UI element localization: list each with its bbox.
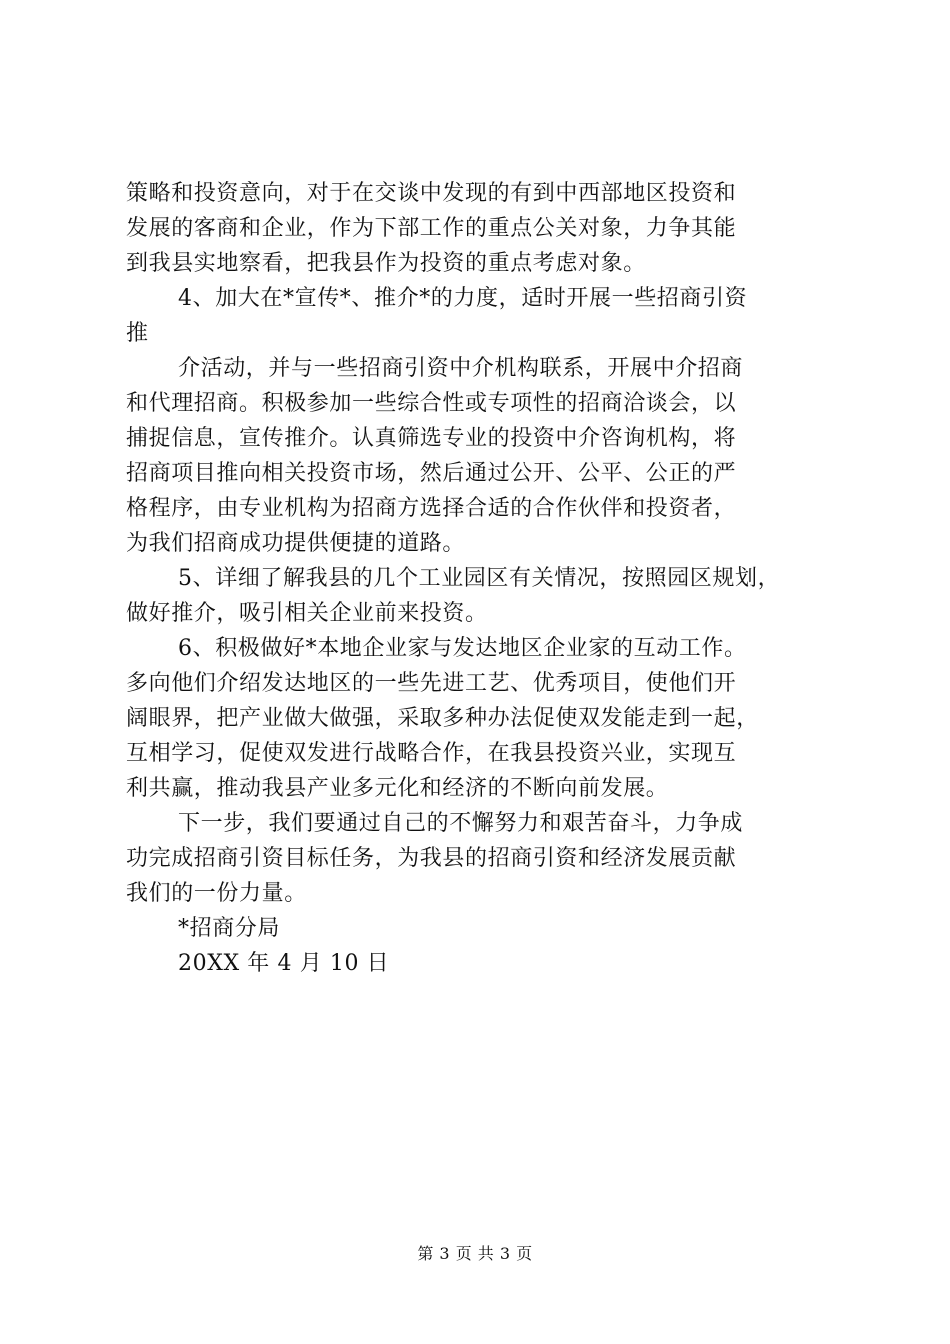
body-line: 多向他们介绍发达地区的一些先进工艺、优秀项目，使他们开 [126, 671, 737, 696]
body-line: 策略和投资意向，对于在交谈中发现的有到中西部地区投资和 [126, 181, 737, 206]
body-line: 为我们招商成功提供便捷的道路。 [126, 531, 466, 556]
body-line: 到我县实地察看，把我县作为投资的重点考虑对象。 [126, 251, 646, 276]
signature-date: 20XX 年 4 月 10 日 [178, 951, 390, 976]
body-line: 利共赢，推动我县产业多元化和经济的不断向前发展。 [126, 776, 669, 801]
signature-organization: *招商分局 [178, 916, 281, 941]
document-body [126, 176, 826, 981]
body-line: 发展的客商和企业，作为下部工作的重点公关对象，力争其能 [126, 216, 737, 241]
closing-paragraph: 下一步，我们要通过自己的不懈努力和艰苦奋斗，力争成 [178, 811, 744, 836]
body-line: 和代理招商。积极参加一些综合性或专项性的招商洽谈会，以 [126, 391, 737, 416]
body-line: 招商项目推向相关投资市场，然后通过公开、公平、公正的严 [126, 461, 737, 486]
body-line: 捕捉信息，宣传推介。认真筛选专业的投资中介咨询机构，将 [126, 426, 737, 451]
body-line: 我们的一份力量。 [126, 881, 307, 906]
body-line: 做好推介，吸引相关企业前来投资。 [126, 601, 488, 626]
page-number-footer: 第 3 页 共 3 页 [417, 1244, 533, 1263]
paragraph-5-heading: 5、详细了解我县的几个工业园区有关情况，按照园区规划， [178, 566, 781, 591]
body-line: 阔眼界，把产业做大做强，采取多种办法促使双发能走到一起， [126, 706, 759, 731]
body-line: 推 [126, 321, 149, 346]
paragraph-4-heading: 4、加大在*宣传*、推介*的力度，适时开展一些招商引资 [178, 286, 748, 311]
body-line: 功完成招商引资目标任务，为我县的招商引资和经济发展贡献 [126, 846, 737, 871]
paragraph-6-heading: 6、积极做好*本地企业家与发达地区企业家的互动工作。 [178, 636, 747, 661]
body-line: 互相学习，促使双发进行战略合作，在我县投资兴业，实现互 [126, 741, 737, 766]
body-line: 介活动，并与一些招商引资中介机构联系，开展中介招商 [178, 356, 744, 381]
body-line: 格程序，由专业机构为招商方选择合适的合作伙伴和投资者， [126, 496, 737, 521]
